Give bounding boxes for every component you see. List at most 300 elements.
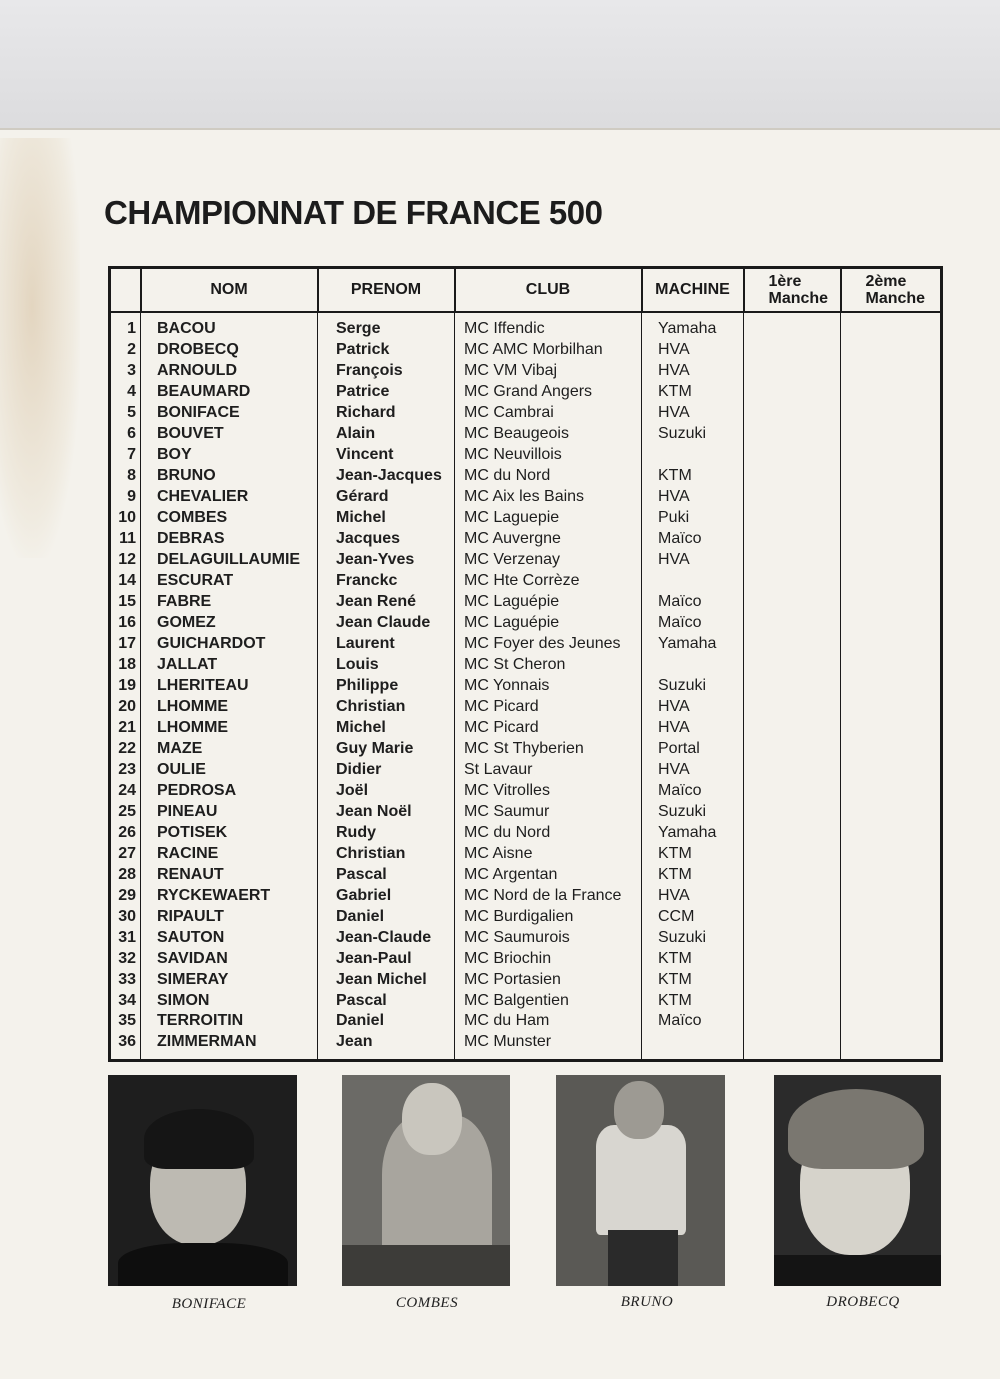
manche-2-cell — [841, 780, 942, 801]
rider-nom: BEAUMARD — [141, 382, 318, 403]
rider-prenom: Christian — [318, 843, 455, 864]
rider-club: MC St Thyberien — [455, 738, 642, 759]
rider-machine — [642, 1032, 744, 1061]
manche-1-cell — [744, 801, 841, 822]
rider-prenom: Serge — [318, 312, 455, 340]
photo-bruno — [556, 1075, 725, 1286]
table-row — [110, 759, 942, 780]
rider-machine: HVA — [642, 550, 744, 571]
rider-nom: COMBES — [141, 508, 318, 529]
manche-1-cell — [744, 780, 841, 801]
manche-2-cell — [841, 864, 942, 885]
rider-prenom: Jean Michel — [318, 969, 455, 990]
rider-prenom: Jean Noël — [318, 801, 455, 822]
caption-combes: COMBES — [395, 1295, 459, 1311]
manche-2-cell — [841, 969, 942, 990]
manche-2-cell — [841, 927, 942, 948]
manche-2-cell — [841, 948, 942, 969]
table-row — [110, 906, 942, 927]
rider-machine: HVA — [642, 885, 744, 906]
manche-1-cell — [744, 508, 841, 529]
rider-number: 33 — [110, 969, 141, 990]
manche-2-cell — [841, 445, 942, 466]
table-row — [110, 382, 942, 403]
rider-number: 8 — [110, 466, 141, 487]
rider-number: 25 — [110, 801, 141, 822]
manche-1-cell — [744, 948, 841, 969]
rider-nom: RIPAULT — [141, 906, 318, 927]
manche-2-cell — [841, 1011, 942, 1032]
rider-prenom: Gabriel — [318, 885, 455, 906]
manche-2-cell — [841, 801, 942, 822]
rider-club: MC Briochin — [455, 948, 642, 969]
manche-1-cell — [744, 361, 841, 382]
rider-nom: BACOU — [141, 312, 318, 340]
header-prenom: PRENOM — [318, 268, 455, 313]
manche-2-cell — [841, 738, 942, 759]
entry-list-table — [108, 266, 943, 1062]
manche-1-cell — [744, 445, 841, 466]
table-row — [110, 655, 942, 676]
rider-nom: CHEVALIER — [141, 487, 318, 508]
table-row — [110, 340, 942, 361]
rider-nom: LHOMME — [141, 696, 318, 717]
rider-machine: KTM — [642, 969, 744, 990]
rider-machine: KTM — [642, 990, 744, 1011]
manche-1-cell — [744, 529, 841, 550]
rider-club: MC Cambrai — [455, 403, 642, 424]
rider-machine: Maïco — [642, 1011, 744, 1032]
rider-club: MC Laguepie — [455, 508, 642, 529]
manche-2-cell — [841, 843, 942, 864]
caption-boniface: BONIFACE — [171, 1296, 247, 1312]
rider-nom: SIMON — [141, 990, 318, 1011]
table-row — [110, 927, 942, 948]
rider-prenom: Jean Claude — [318, 613, 455, 634]
rider-nom: SIMERAY — [141, 969, 318, 990]
portrait-hair — [788, 1089, 924, 1169]
rider-machine: Portal — [642, 738, 744, 759]
rider-number: 34 — [110, 990, 141, 1011]
rider-prenom: Philippe — [318, 675, 455, 696]
rider-machine: Yamaha — [642, 822, 744, 843]
rider-club: MC VM Vibaj — [455, 361, 642, 382]
rider-prenom: Franckc — [318, 571, 455, 592]
table-row — [110, 864, 942, 885]
table-row — [110, 312, 942, 340]
manche-2-cell — [841, 990, 942, 1011]
table-row — [110, 403, 942, 424]
rider-club: MC Aisne — [455, 843, 642, 864]
rider-machine: Maïco — [642, 780, 744, 801]
rider-nom: DELAGUILLAUMIE — [141, 550, 318, 571]
rider-prenom: Pascal — [318, 990, 455, 1011]
table-row — [110, 424, 942, 445]
rider-nom: RYCKEWAERT — [141, 885, 318, 906]
rider-club: MC AMC Morbilhan — [455, 340, 642, 361]
rider-nom: TERROITIN — [141, 1011, 318, 1032]
header-num — [110, 268, 141, 313]
header-manche-2: 2ème Manche — [841, 268, 942, 313]
manche-2-cell — [841, 613, 942, 634]
portrait-collar — [774, 1255, 941, 1286]
rider-machine: Suzuki — [642, 927, 744, 948]
rider-machine: Yamaha — [642, 634, 744, 655]
rider-prenom: Daniel — [318, 906, 455, 927]
table-row — [110, 969, 942, 990]
rider-club: MC Balgentien — [455, 990, 642, 1011]
rider-number: 7 — [110, 445, 141, 466]
rider-number: 26 — [110, 822, 141, 843]
manche-1-cell — [744, 675, 841, 696]
rider-machine: Suzuki — [642, 801, 744, 822]
rider-number: 2 — [110, 340, 141, 361]
manche-2-cell — [841, 759, 942, 780]
table-row — [110, 843, 942, 864]
rider-nom: SAVIDAN — [141, 948, 318, 969]
portrait-hair — [144, 1109, 254, 1169]
rider-prenom: Patrick — [318, 340, 455, 361]
table-row — [110, 948, 942, 969]
rider-club: MC du Nord — [455, 822, 642, 843]
rider-machine: Suzuki — [642, 675, 744, 696]
manche-1-cell — [744, 969, 841, 990]
rider-club: MC du Ham — [455, 1011, 642, 1032]
rider-number: 20 — [110, 696, 141, 717]
manche-2-cell — [841, 675, 942, 696]
manche-1-cell — [744, 738, 841, 759]
rider-prenom: Didier — [318, 759, 455, 780]
rider-number: 19 — [110, 675, 141, 696]
rider-number: 1 — [110, 312, 141, 340]
rider-prenom: Louis — [318, 655, 455, 676]
manche-1-cell — [744, 717, 841, 738]
rider-machine — [642, 571, 744, 592]
rider-number: 30 — [110, 906, 141, 927]
table-row — [110, 487, 942, 508]
manche-2-cell — [841, 717, 942, 738]
rider-nom: DROBECQ — [141, 340, 318, 361]
manche-1-cell — [744, 864, 841, 885]
manche-2-cell — [841, 655, 942, 676]
rider-machine — [642, 655, 744, 676]
rider-machine: KTM — [642, 382, 744, 403]
table-row — [110, 1032, 942, 1061]
rider-club: MC Grand Angers — [455, 382, 642, 403]
table-row — [110, 529, 942, 550]
rider-prenom: Michel — [318, 508, 455, 529]
rider-prenom: François — [318, 361, 455, 382]
manche-1-cell — [744, 906, 841, 927]
manche-2-cell — [841, 906, 942, 927]
rider-prenom: Daniel — [318, 1011, 455, 1032]
manche-2-cell — [841, 340, 942, 361]
rider-club: MC Auvergne — [455, 529, 642, 550]
rider-machine: HVA — [642, 717, 744, 738]
manche-2-cell — [841, 312, 942, 340]
rider-club: MC Laguépie — [455, 592, 642, 613]
manche-2-cell — [841, 571, 942, 592]
rider-nom: GUICHARDOT — [141, 634, 318, 655]
portrait-ground — [342, 1245, 510, 1286]
rider-nom: GOMEZ — [141, 613, 318, 634]
rider-number: 16 — [110, 613, 141, 634]
rider-machine: HVA — [642, 696, 744, 717]
rider-machine: CCM — [642, 906, 744, 927]
table-row — [110, 550, 942, 571]
rider-club: MC Vitrolles — [455, 780, 642, 801]
rider-number: 28 — [110, 864, 141, 885]
rider-nom: BRUNO — [141, 466, 318, 487]
rider-club: MC Yonnais — [455, 675, 642, 696]
rider-number: 22 — [110, 738, 141, 759]
rider-machine — [642, 445, 744, 466]
rider-machine: HVA — [642, 759, 744, 780]
manche-1-cell — [744, 990, 841, 1011]
table-row — [110, 592, 942, 613]
table-row — [110, 361, 942, 382]
manche-1-cell — [744, 1011, 841, 1032]
rider-club: MC Neuvillois — [455, 445, 642, 466]
rider-club: MC Picard — [455, 696, 642, 717]
rider-nom: FABRE — [141, 592, 318, 613]
rider-prenom: Vincent — [318, 445, 455, 466]
header-club: CLUB — [455, 268, 642, 313]
manche-2-cell — [841, 885, 942, 906]
manche-1-cell — [744, 822, 841, 843]
caption-bruno: BRUNO — [620, 1294, 674, 1310]
table-row — [110, 508, 942, 529]
page-title: CHAMPIONNAT DE FRANCE 500 — [104, 194, 603, 231]
manche-1-cell — [744, 592, 841, 613]
rider-number: 14 — [110, 571, 141, 592]
rider-prenom: Alain — [318, 424, 455, 445]
rider-number: 4 — [110, 382, 141, 403]
rider-number: 15 — [110, 592, 141, 613]
manche-2-cell — [841, 382, 942, 403]
rider-club: St Lavaur — [455, 759, 642, 780]
rider-number: 12 — [110, 550, 141, 571]
portrait-legs — [608, 1230, 678, 1286]
rider-machine: Maïco — [642, 529, 744, 550]
rider-machine: KTM — [642, 864, 744, 885]
manche-2-cell — [841, 508, 942, 529]
manche-2-cell — [841, 696, 942, 717]
rider-prenom: Patrice — [318, 382, 455, 403]
manche-1-cell — [744, 759, 841, 780]
rider-club: MC Munster — [455, 1032, 642, 1061]
rider-club: MC Verzenay — [455, 550, 642, 571]
rider-prenom: Jean René — [318, 592, 455, 613]
rider-number: 21 — [110, 717, 141, 738]
rider-number: 10 — [110, 508, 141, 529]
manche-2-cell — [841, 592, 942, 613]
rider-nom: SAUTON — [141, 927, 318, 948]
rider-machine: HVA — [642, 487, 744, 508]
manche-1-cell — [744, 843, 841, 864]
rider-club: MC Nord de la France — [455, 885, 642, 906]
rider-nom: JALLAT — [141, 655, 318, 676]
manche-1-cell — [744, 655, 841, 676]
table-row — [110, 675, 942, 696]
rider-club: MC Hte Corrèze — [455, 571, 642, 592]
rider-nom: BOUVET — [141, 424, 318, 445]
table-row — [110, 634, 942, 655]
manche-2-cell — [841, 361, 942, 382]
rider-prenom: Joël — [318, 780, 455, 801]
rider-club: MC Beaugeois — [455, 424, 642, 445]
rider-number: 9 — [110, 487, 141, 508]
rider-machine: Suzuki — [642, 424, 744, 445]
rider-prenom: Gérard — [318, 487, 455, 508]
manche-1-cell — [744, 613, 841, 634]
portrait-face — [402, 1083, 462, 1155]
manche-1-cell — [744, 696, 841, 717]
rider-nom: POTISEK — [141, 822, 318, 843]
rider-number: 11 — [110, 529, 141, 550]
rider-machine: Puki — [642, 508, 744, 529]
photo-boniface — [108, 1075, 297, 1286]
rider-machine: HVA — [642, 340, 744, 361]
manche-2-cell — [841, 403, 942, 424]
photo-combes — [342, 1075, 510, 1286]
manche-1-cell — [744, 403, 841, 424]
rider-club: MC Argentan — [455, 864, 642, 885]
rider-prenom: Jacques — [318, 529, 455, 550]
rider-club: MC Burdigalien — [455, 906, 642, 927]
rider-nom: BOY — [141, 445, 318, 466]
rider-nom: OULIE — [141, 759, 318, 780]
rider-prenom: Jean-Jacques — [318, 466, 455, 487]
manche-2-cell — [841, 487, 942, 508]
portrait-jersey — [596, 1125, 686, 1235]
rider-club: MC Foyer des Jeunes — [455, 634, 642, 655]
rider-number: 29 — [110, 885, 141, 906]
table-row — [110, 801, 942, 822]
rider-machine: Maïco — [642, 613, 744, 634]
table-row — [110, 1011, 942, 1032]
rider-number: 35 — [110, 1011, 141, 1032]
manche-1-cell — [744, 1032, 841, 1061]
rider-prenom: Rudy — [318, 822, 455, 843]
header-manche-1: 1ère Manche — [744, 268, 841, 313]
rider-club: MC Portasien — [455, 969, 642, 990]
table-row — [110, 466, 942, 487]
manche-1-cell — [744, 885, 841, 906]
manche-2-cell — [841, 634, 942, 655]
manche-1-cell — [744, 312, 841, 340]
rider-prenom: Michel — [318, 717, 455, 738]
manche-1-cell — [744, 927, 841, 948]
manche-1-cell — [744, 382, 841, 403]
rider-number: 5 — [110, 403, 141, 424]
rider-club: MC Aix les Bains — [455, 487, 642, 508]
rider-nom: ZIMMERMAN — [141, 1032, 318, 1061]
manche-2-cell — [841, 1032, 942, 1061]
rider-number: 17 — [110, 634, 141, 655]
rider-club: MC Saumur — [455, 801, 642, 822]
manche-1-cell — [744, 550, 841, 571]
rider-number: 32 — [110, 948, 141, 969]
table-row — [110, 780, 942, 801]
portrait-shirt — [118, 1243, 288, 1286]
manche-1-cell — [744, 340, 841, 361]
rider-machine: Yamaha — [642, 312, 744, 340]
rider-club: MC Laguépie — [455, 613, 642, 634]
rider-nom: PEDROSA — [141, 780, 318, 801]
rider-nom: RENAUT — [141, 864, 318, 885]
manche-2-cell — [841, 466, 942, 487]
rider-prenom: Richard — [318, 403, 455, 424]
rider-prenom: Jean-Yves — [318, 550, 455, 571]
rider-nom: MAZE — [141, 738, 318, 759]
rider-number: 3 — [110, 361, 141, 382]
rider-machine: HVA — [642, 403, 744, 424]
header-machine: MACHINE — [642, 268, 744, 313]
rider-prenom: Jean — [318, 1032, 455, 1061]
rider-number: 24 — [110, 780, 141, 801]
rider-machine: KTM — [642, 843, 744, 864]
background-surface — [0, 0, 1000, 128]
table-row — [110, 613, 942, 634]
rider-nom: DEBRAS — [141, 529, 318, 550]
rider-prenom: Jean-Paul — [318, 948, 455, 969]
manche-1-cell — [744, 487, 841, 508]
rider-number: 23 — [110, 759, 141, 780]
rider-prenom: Guy Marie — [318, 738, 455, 759]
rider-club: MC du Nord — [455, 466, 642, 487]
rider-club: MC Picard — [455, 717, 642, 738]
caption-drobecq: DROBECQ — [826, 1294, 900, 1310]
manche-2-cell — [841, 529, 942, 550]
rider-nom: BONIFACE — [141, 403, 318, 424]
table-row — [110, 571, 942, 592]
header-nom: NOM — [141, 268, 318, 313]
manche-1-cell — [744, 466, 841, 487]
rider-prenom: Christian — [318, 696, 455, 717]
manche-2-cell — [841, 550, 942, 571]
rider-machine: Maïco — [642, 592, 744, 613]
table-row — [110, 445, 942, 466]
rider-club: MC St Cheron — [455, 655, 642, 676]
table-row — [110, 885, 942, 906]
table-row — [110, 738, 942, 759]
rider-machine: HVA — [642, 361, 744, 382]
manche-1-cell — [744, 571, 841, 592]
rider-club: MC Saumurois — [455, 927, 642, 948]
manche-1-cell — [744, 424, 841, 445]
manche-1-cell — [744, 634, 841, 655]
portrait-face — [614, 1081, 664, 1139]
rider-number: 31 — [110, 927, 141, 948]
rider-nom: LHOMME — [141, 717, 318, 738]
rider-machine: KTM — [642, 948, 744, 969]
rider-number: 6 — [110, 424, 141, 445]
photo-drobecq — [774, 1075, 941, 1286]
table-row — [110, 696, 942, 717]
rider-prenom: Pascal — [318, 864, 455, 885]
rider-nom: ESCURAT — [141, 571, 318, 592]
rider-nom: LHERITEAU — [141, 675, 318, 696]
rider-number: 27 — [110, 843, 141, 864]
rider-club: MC Iffendic — [455, 312, 642, 340]
rider-nom: ARNOULD — [141, 361, 318, 382]
water-stain — [0, 138, 80, 558]
rider-nom: PINEAU — [141, 801, 318, 822]
table-header-row — [110, 268, 942, 313]
manche-2-cell — [841, 822, 942, 843]
table-row — [110, 990, 942, 1011]
